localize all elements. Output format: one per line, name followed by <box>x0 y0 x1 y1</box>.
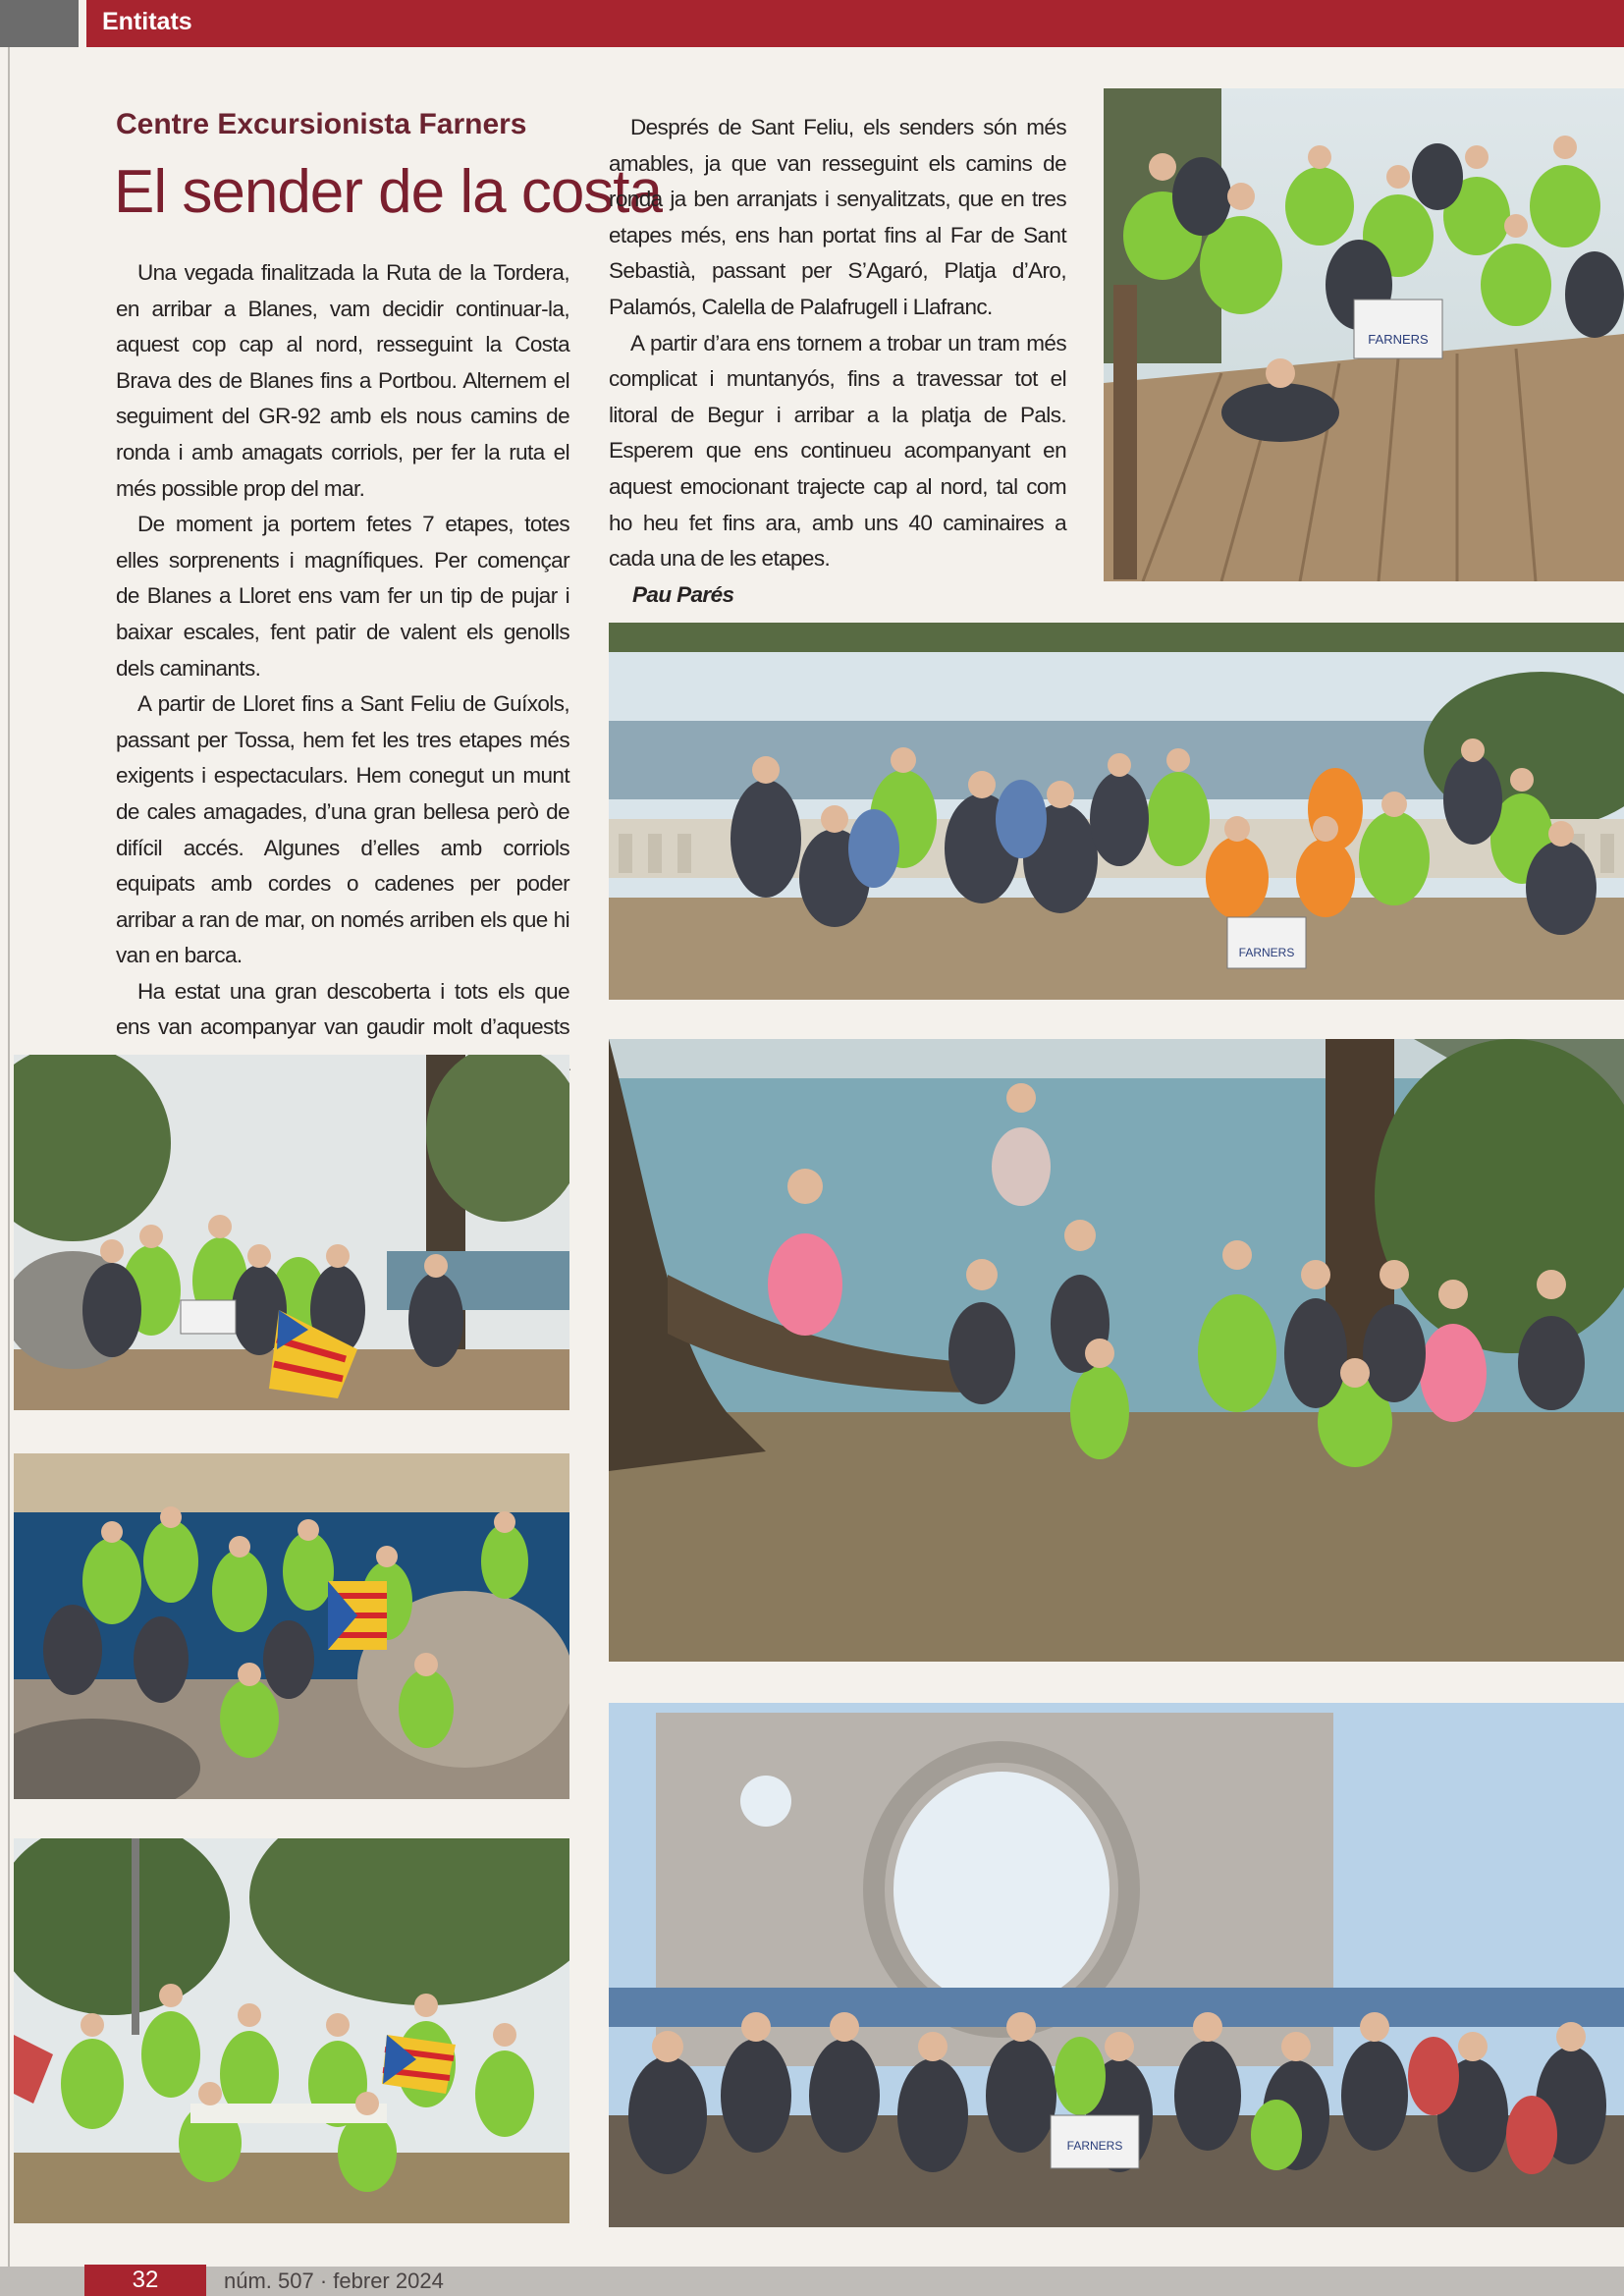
paragraph: A partir d’ara ens tornem a trobar un tram més complicat i muntanyós, fins a travessar tot el litoral de Begur i arribar a la platja de Pals. Esperem que ens continueu acompanyant en aquest emocionant trajecte cap al nord, tal com ho heu fet fins ara, amb uns 40 caminaires a cada una de les etapes. <box>609 330 1066 572</box>
organization-name: Centre Excursionista Farners <box>116 108 527 140</box>
header-corner-block <box>0 0 79 47</box>
photo-group-stone-arch <box>609 1703 1624 2227</box>
text-column-1 <box>116 255 569 1118</box>
photo-group-balustrade <box>609 623 1624 1000</box>
author-signature: Pau Parés <box>632 581 734 607</box>
photo-group-rocks-sea <box>14 1453 569 1799</box>
photo-group-cliff-pines <box>609 1039 1624 1662</box>
banner-text: FARNERS <box>1238 946 1295 959</box>
paragraph: De moment ja portem fetes 7 etapes, totes elles sorprenents i magnífiques. Per començar de Blanes a Lloret ens vam fer un tip de pujar i baixar escales, fent patir de valent els genolls dels caminants. <box>116 512 569 681</box>
section-label: Entitats <box>102 8 192 35</box>
photo-group-statue-flag <box>14 1055 569 1410</box>
left-margin-rule <box>8 47 10 2267</box>
paragraph: A partir de Lloret fins a Sant Feliu de Guíxols, passant per Tossa, hem fet les tres etapes més exigents i espectaculars. Hem conegut un munt de cales amagades, d’una gran bellesa però de difícil accés. Algunes d’elles amb corriols equipats amb cordes o cadenes per poder arribar a ran de mar, on només arriben els que hi van en barca. <box>116 691 569 968</box>
banner-text: FARNERS <box>1066 2139 1123 2153</box>
text-column-2 <box>609 110 1066 613</box>
page-number: 32 <box>84 2265 206 2296</box>
article-title: El sender de la costa <box>114 158 663 226</box>
paragraph: Ha estat una gran descoberta i tots els que ens van acompanyar van gaudir molt d’aquests <box>116 978 569 1040</box>
paragraph: Una vegada finalitzada la Ruta de la Tordera, en arribar a Blanes, vam decidir continuar-la, aquest cop cap al nord, resseguint la Costa Brava des de Blanes fins a Portbou. Alternem el seguiment del GR-92 amb els nous camins de ronda i amb amagats corriols, per fer la ruta el més possible prop del mar. <box>116 260 569 501</box>
photo-group-trees-flags <box>14 1838 569 2223</box>
header-bar <box>86 0 1624 47</box>
paragraph: Després de Sant Feliu, els senders són més amables, ja que van resseguint els camins de ronda ja ben arranjats i senyalitzats, que en tres etapes més, ens han portat fins al Far de Sant Sebastià, passant per S’Agaró, Platja d’Aro, Palamós, Calella de Palafrugell i Llafranc. <box>609 115 1066 319</box>
issue-info: núm. 507 · febrer 2024 <box>224 2269 444 2293</box>
banner-text: FARNERS <box>1368 332 1429 347</box>
photo-group-boardwalk <box>1104 88 1624 581</box>
